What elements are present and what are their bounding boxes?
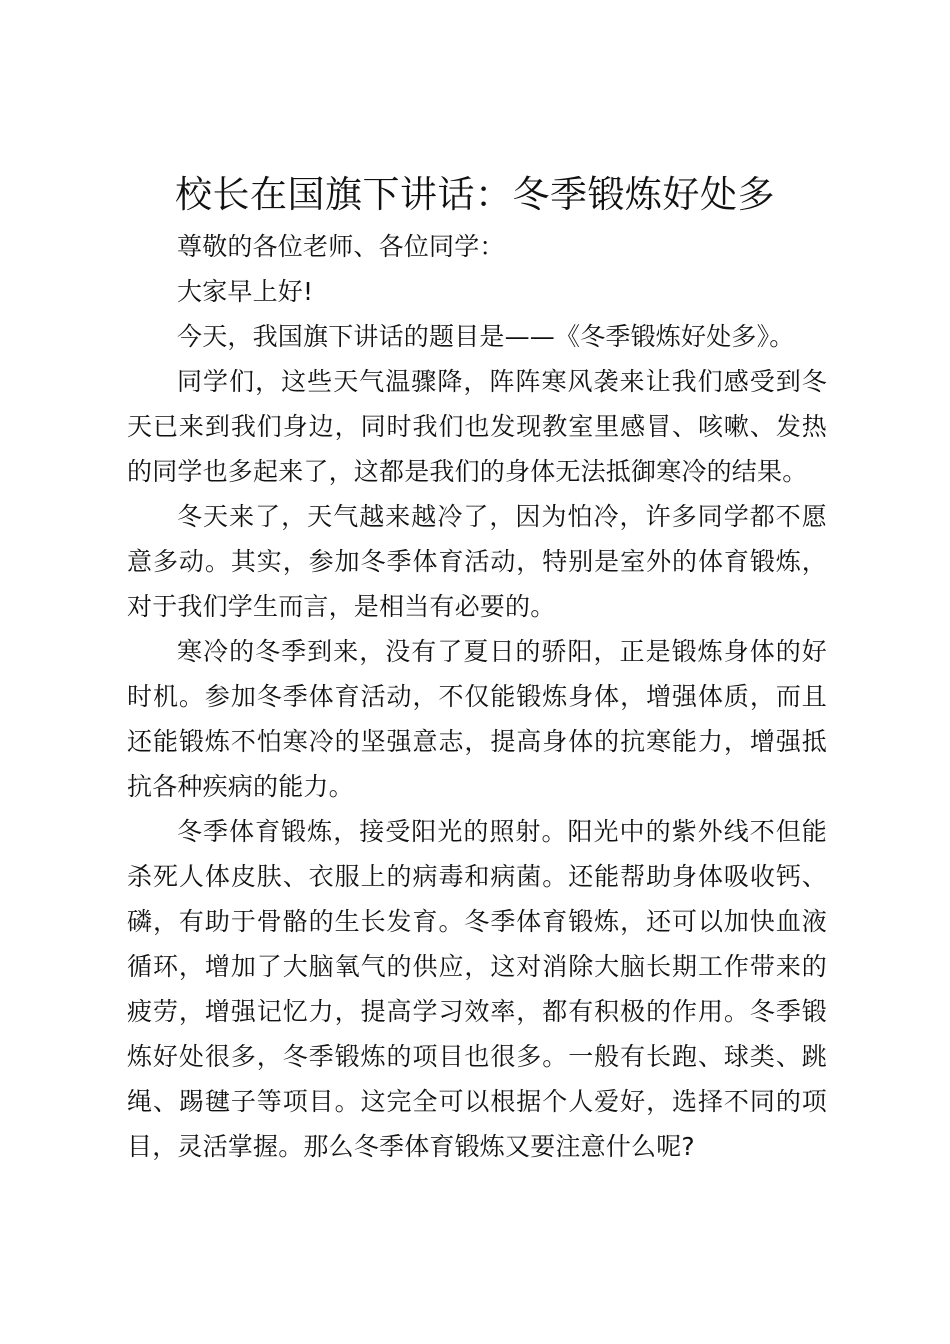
paragraph-topic: 今天，我国旗下讲话的题目是——《冬季锻炼好处多》。 (177, 322, 795, 351)
paragraph-winter: 冬天来了，天气越来越冷了，因为怕冷，许多同学都不愿意多动。其实，参加冬季体育活动，特别是室外的体育锻炼，对于我们学生而言，是相当有必要的。 (127, 502, 827, 621)
paragraph-morning: 大家早上好! (177, 277, 314, 306)
document-title: 校长在国旗下讲话：冬季锻炼好处多 (175, 173, 775, 216)
paragraph-weather: 同学们，这些天气温骤降，阵阵寒风袭来让我们感受到冬天已来到我们身边，同时我们也发现教室里感冒、咳嗽、发热的同学也多起来了，这都是我们的身体无法抵御寒冷的结果。 (127, 367, 827, 486)
document-body (127, 224, 827, 1169)
paragraph-sunlight: 冬季体育锻炼，接受阳光的照射。阳光中的紫外线不但能杀死人体皮肤、衣服上的病毒和病菌。还能帮助身体吸收钙、磷，有助于骨骼的生长发育。冬季体育锻炼，还可以加快血液循环，增加了大脑氧气的供应，这对消除大脑长期工作带来的疲劳，增强记忆力，提高学习效率，都有积极的作用。冬季锻炼好处很多，冬季锻炼的项目也很多。一般有长跑、球类、跳绳、踢毽子等项目。这完全可以根据个人爱好，选择不同的项目，灵活掌握。那么冬季体育锻炼又要注意什么呢? (127, 817, 827, 1161)
paragraph-benefits: 寒冷的冬季到来，没有了夏日的骄阳，正是锻炼身体的好时机。参加冬季体育活动，不仅能锻炼身体，增强体质，而且还能锻炼不怕寒冷的坚强意志，提高身体的抗寒能力，增强抵抗各种疾病的能力。 (127, 637, 827, 801)
paragraph-greeting: 尊敬的各位老师、各位同学： (177, 232, 505, 261)
